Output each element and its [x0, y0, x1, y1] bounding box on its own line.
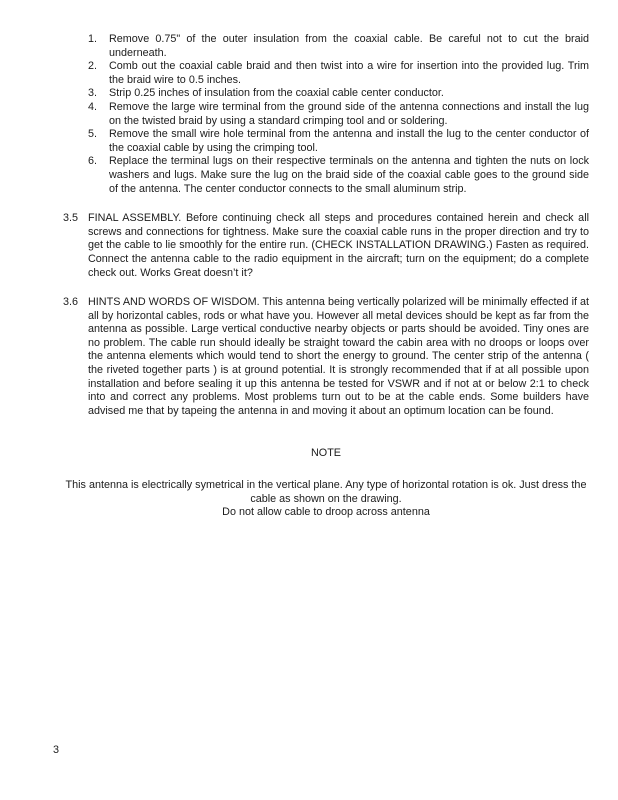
list-item — [88, 60, 589, 87]
note-caution-line: Do not allow cable to droop across antenna — [222, 506, 430, 519]
step-number: 6. — [88, 155, 98, 168]
page-content — [63, 33, 589, 520]
step-text: Remove 0.75" of the outer insulation from the coaxial cable. Be careful not to cut the braid underneath. — [109, 33, 589, 59]
section-text: HINTS AND WORDS OF WISDOM. This antenna being vertically polarized will be minimally effected if at all by horizontal cables, rods or what have you. However all metal devices should be kept as far from the antenna as possible. Large vertical conductive nearby objects or parts should be avoided. Tiny ones are no problem. The cable run should ideally be straight toward the cabin area with no droops or loops over the antenna elements which would tend to short the energy to ground. The center strip of the antenna ( the riveted together parts ) is at ground potential. It is strongly recommended that if at all possible upon installation and before sealing it up this antenna be tested for VSWR and if not at or below 2:1 to check into and correct any problems. Most problems turn out to be at the cable ends. Some builders have advised me that by tapeing the antenna in and moving it about an optimum location can be found. — [88, 296, 589, 417]
step-text: Remove the small wire hole terminal from the antenna and install the lug to the center conductor of the coaxial cable by using the crimping tool. — [109, 128, 589, 154]
list-item — [88, 33, 589, 60]
step-number: 1. — [88, 33, 98, 45]
section-text: FINAL ASSEMBLY. Before continuing check all steps and procedures contained herein and check all screws and connections for tightness. Make sure the coaxial cable runs in the proper direction and try to get the cable to lie smoothly for the entire run. (CHECK INSTALLATION DRAWING.) Fasten as required. Connect the antenna cable to the radio equipment in the aircraft; turn on the equipment; do a complete check out. Works Great doesn’t it? — [88, 212, 589, 279]
step-number: 3. — [88, 87, 98, 100]
step-number: 2. — [88, 60, 98, 73]
page-number: 3 — [53, 744, 60, 756]
step-text: Comb out the coaxial cable braid and then twist into a wire for insertion into the provided lug. Trim the braid wire to 0.5 inches. — [109, 60, 589, 86]
note-paragraph: This antenna is electrically symetrical in the vertical plane. Any type of horizontal rotation is ok. Just dress the cable as shown on the drawing. — [65, 479, 587, 505]
step-text: Remove the large wire terminal from the ground side of the antenna connections and install the lug on the twisted braid by using a standard crimping tool and or soldering. — [109, 100, 589, 127]
installation-steps-list — [63, 33, 589, 196]
list-item — [88, 155, 589, 196]
section-number: 3.5 — [63, 212, 79, 225]
list-item — [88, 128, 589, 155]
section-hints-and-words-of-wisdom — [63, 296, 589, 418]
section-number: 3.6 — [63, 296, 79, 309]
step-number: 4. — [88, 100, 98, 113]
section-final-assembly — [63, 212, 589, 280]
step-number: 5. — [88, 128, 98, 141]
list-item — [88, 100, 589, 128]
list-item — [88, 87, 589, 101]
step-text: Replace the terminal lugs on their respective terminals on the antenna and tighten the nuts on lock washers and lugs. Make sure the lug on the braid side of the coaxial cable goes to the ground side of the antenna. The center conductor connects to the small aluminum strip. — [109, 155, 589, 195]
note-heading: NOTE — [311, 447, 341, 460]
step-text: Strip 0.25 inches of insulation from the coaxial cable center conductor. — [109, 87, 444, 100]
